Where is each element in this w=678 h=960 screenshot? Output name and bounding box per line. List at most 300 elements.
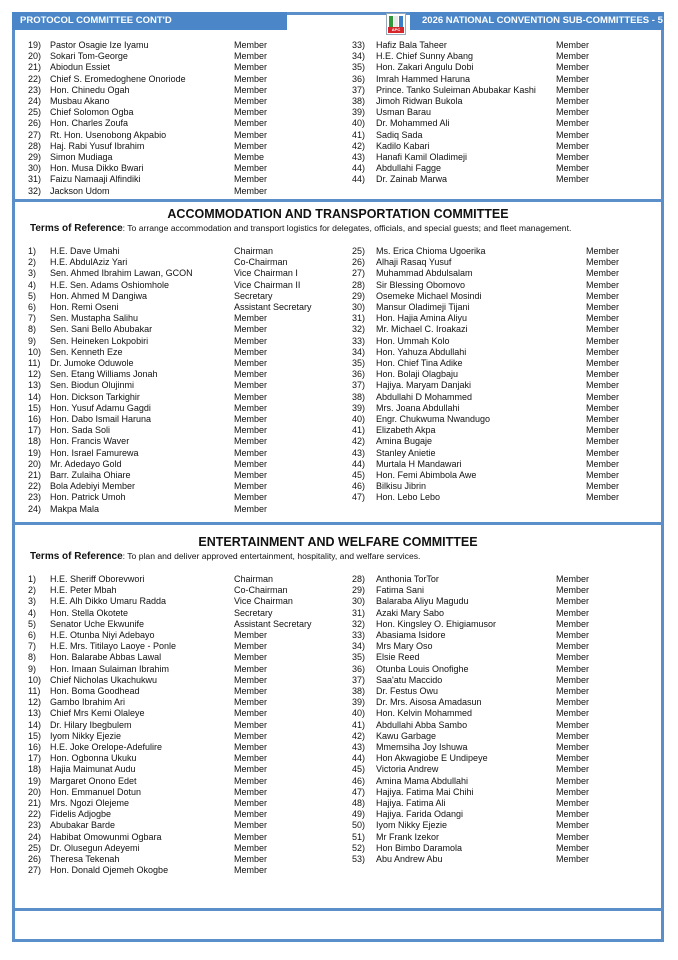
member-row xyxy=(28,619,334,630)
member-row xyxy=(352,596,636,607)
member-row xyxy=(28,186,314,197)
member-number: 31) xyxy=(352,313,366,324)
member-role: Co-Chairman xyxy=(234,585,288,596)
member-role: Member xyxy=(234,40,268,50)
member-row xyxy=(28,504,334,515)
member-name: Rt. Hon. Usenobong Akpabio xyxy=(50,129,167,140)
member-role: Member xyxy=(234,686,268,697)
member-role: Member xyxy=(586,358,620,369)
member-row xyxy=(352,324,666,335)
section-divider xyxy=(12,199,664,202)
member-name: Murtala H Mandawari xyxy=(376,458,462,469)
member-row xyxy=(352,51,636,62)
entertainment-list-left xyxy=(28,574,334,876)
member-name: Margaret Onono Edet xyxy=(50,775,137,786)
member-name: Hon. Stella Okotete xyxy=(50,607,129,618)
member-role: Membe xyxy=(234,152,265,163)
member-role: Member xyxy=(586,346,620,357)
member-name: Chief Solomon Ogba xyxy=(50,107,134,118)
member-name: Osemeke Michael Mosindi xyxy=(376,290,482,301)
member-number: 24) xyxy=(28,96,42,107)
member-number: 38) xyxy=(352,391,366,402)
member-name: Hon. Charles Zoufa xyxy=(50,118,129,129)
member-number: 47) xyxy=(352,786,366,797)
member-row xyxy=(28,675,334,686)
member-number: 44) xyxy=(352,163,366,174)
member-number: 15) xyxy=(28,730,42,741)
member-name: Saa'atu Maccido xyxy=(376,674,443,685)
member-number: 37) xyxy=(352,380,366,391)
member-row xyxy=(352,470,666,481)
member-role: Member xyxy=(234,753,268,764)
member-role: Member xyxy=(586,481,620,492)
member-number: 26) xyxy=(352,257,366,268)
member-role: Member xyxy=(234,402,268,413)
member-role: Member xyxy=(556,831,590,842)
member-number: 47) xyxy=(352,492,366,503)
member-row xyxy=(28,174,314,185)
member-row xyxy=(28,403,334,414)
member-number: 3) xyxy=(28,596,37,607)
member-row xyxy=(28,641,334,652)
member-number: 17) xyxy=(28,425,42,436)
member-row xyxy=(352,608,636,619)
member-number: 27) xyxy=(28,865,42,876)
member-number: 20) xyxy=(28,458,42,469)
member-role: Member xyxy=(234,346,268,357)
member-number: 29) xyxy=(28,152,42,163)
member-name: Hon. Boma Goodhead xyxy=(50,686,140,697)
member-name: Elsie Reed xyxy=(376,652,420,663)
member-number: 24) xyxy=(28,831,42,842)
member-number: 33) xyxy=(352,335,366,346)
member-role: Member xyxy=(556,652,590,663)
member-row xyxy=(352,425,666,436)
member-name: Hon. Donald Ojemeh Okogbe xyxy=(50,865,169,876)
member-name: Barr. Zulaiha Ohiare xyxy=(50,470,131,481)
logo-blue-stripe xyxy=(399,16,403,27)
member-name: Amina Bugaje xyxy=(376,436,433,447)
member-number: 7) xyxy=(28,641,37,652)
member-role: Member xyxy=(586,380,620,391)
member-role: Member xyxy=(556,742,590,753)
member-name: Hajiya. Fatima Ali xyxy=(376,798,446,809)
member-row xyxy=(352,369,666,380)
member-name: Sen. Mustapha Salihu xyxy=(50,313,139,324)
member-number: 24) xyxy=(28,503,42,514)
member-number: 43) xyxy=(352,447,366,458)
member-role: Member xyxy=(556,174,590,185)
member-name: Mrs. Ngozi Olejeme xyxy=(50,798,130,809)
member-row xyxy=(28,40,314,51)
member-number: 1) xyxy=(28,246,37,256)
member-name: Hon. Imaan Sulaiman Ibrahim xyxy=(50,663,170,674)
member-name: Sen. Ahmed Ibrahim Lawan, GCON xyxy=(50,268,193,279)
member-row xyxy=(28,302,334,313)
member-role: Member xyxy=(556,697,590,708)
member-name: Sir Blessing Obomovo xyxy=(376,279,466,290)
member-role: Member xyxy=(556,630,590,641)
member-name: Abdullahi Fagge xyxy=(376,163,442,174)
member-role: Member xyxy=(586,391,620,402)
member-name: Mrs Mary Oso xyxy=(376,641,433,652)
member-number: 36) xyxy=(352,369,366,380)
member-role: Member xyxy=(556,107,590,118)
member-row xyxy=(352,664,636,675)
member-role: Member xyxy=(586,436,620,447)
member-role: Member xyxy=(556,152,590,163)
member-role: Member xyxy=(556,764,590,775)
member-role: Member xyxy=(556,140,590,151)
protocol-list-left xyxy=(28,40,314,197)
member-number: 44) xyxy=(352,174,366,185)
member-role: Member xyxy=(234,697,268,708)
member-row xyxy=(28,62,314,73)
member-name: Hafiz Bala Taheer xyxy=(376,40,447,50)
member-row xyxy=(28,865,334,876)
member-row xyxy=(352,742,636,753)
member-name: Hajiya. Farida Odangi xyxy=(376,809,464,820)
member-number: 28) xyxy=(352,574,366,584)
member-name: Hon. Patrick Umoh xyxy=(50,492,126,503)
member-row xyxy=(28,664,334,675)
member-role: Member xyxy=(234,865,268,876)
member-row xyxy=(28,697,334,708)
member-name: Mansur Oladimeji Tijani xyxy=(376,302,470,313)
member-name: Otunba Louis Onofighe xyxy=(376,663,469,674)
member-number: 7) xyxy=(28,313,37,324)
member-number: 42) xyxy=(352,140,366,151)
member-role: Member xyxy=(556,674,590,685)
member-name: Hon. Yahuza Abdullahi xyxy=(376,346,467,357)
member-role: Member xyxy=(586,324,620,335)
member-row xyxy=(352,776,636,787)
member-row xyxy=(28,843,334,854)
member-row xyxy=(352,641,636,652)
member-row xyxy=(28,798,334,809)
member-role: Member xyxy=(234,798,268,809)
member-name: Senator Uche Ekwunife xyxy=(50,618,145,629)
member-row xyxy=(352,313,666,324)
tor-label: Terms of Reference xyxy=(30,551,123,562)
member-name: Engr. Chukwuma Nwandugo xyxy=(376,414,491,425)
member-name: Hon. Ahmed M Dangiwa xyxy=(50,290,148,301)
member-name: H.E. Alh Dikko Umaru Radda xyxy=(50,596,167,607)
member-name: Sen. Biodun Olujinmi xyxy=(50,380,135,391)
member-role: Member xyxy=(234,62,268,73)
member-number: 20) xyxy=(28,51,42,62)
member-number: 26) xyxy=(28,854,42,865)
member-number: 46) xyxy=(352,481,366,492)
member-number: 25) xyxy=(352,246,366,256)
member-number: 5) xyxy=(28,618,37,629)
member-number: 39) xyxy=(352,107,366,118)
member-name: Faizu Namaaji Alfindiki xyxy=(50,174,141,185)
member-name: Hon. Israel Famurewa xyxy=(50,447,139,458)
member-name: Anthonia TorTor xyxy=(376,574,439,584)
member-row xyxy=(28,492,334,503)
member-name: Hon. Remi Oseni xyxy=(50,302,119,313)
member-role: Secretary xyxy=(234,290,273,301)
member-name: Bola Adebiyi Member xyxy=(50,481,136,492)
member-row xyxy=(28,448,334,459)
member-role: Member xyxy=(234,425,268,436)
member-row xyxy=(352,268,666,279)
member-name: Sadiq Sada xyxy=(376,129,423,140)
member-row xyxy=(352,481,666,492)
header-right-title: 2026 NATIONAL CONVENTION SUB-COMMITTEES - 5 xyxy=(410,12,664,30)
member-role: Member xyxy=(234,652,268,663)
member-row xyxy=(352,152,636,163)
member-role: Member xyxy=(556,596,590,607)
member-role: Member xyxy=(586,290,620,301)
member-row xyxy=(352,246,666,257)
member-row xyxy=(28,257,334,268)
member-name: Kadilo Kabari xyxy=(376,140,430,151)
member-number: 23) xyxy=(28,492,42,503)
member-number: 30) xyxy=(352,302,366,313)
member-name: Dr. Festus Owu xyxy=(376,686,439,697)
member-number: 42) xyxy=(352,730,366,741)
member-number: 32) xyxy=(352,324,366,335)
member-number: 9) xyxy=(28,335,37,346)
member-name: Abdullahi Abba Sambo xyxy=(376,719,468,730)
member-number: 22) xyxy=(28,481,42,492)
member-name: Makpa Mala xyxy=(50,503,100,514)
member-number: 8) xyxy=(28,324,37,335)
member-name: Hajiya. Fatima Mai Chihi xyxy=(376,786,474,797)
member-name: Mr Frank Izekor xyxy=(376,831,440,842)
member-row xyxy=(352,459,666,470)
member-role: Member xyxy=(586,246,620,256)
member-number: 38) xyxy=(352,686,366,697)
member-row xyxy=(352,347,666,358)
member-row xyxy=(28,324,334,335)
member-name: Hon Akwagiobe E Undipeye xyxy=(376,753,488,764)
member-role: Member xyxy=(234,174,268,185)
member-number: 34) xyxy=(352,641,366,652)
member-role: Member xyxy=(234,129,268,140)
member-name: Mrs. Joana Abdullahi xyxy=(376,402,460,413)
member-number: 21) xyxy=(28,470,42,481)
member-role: Member xyxy=(234,775,268,786)
member-number: 41) xyxy=(352,129,366,140)
member-name: Elizabeth Akpa xyxy=(376,425,436,436)
member-number: 27) xyxy=(28,129,42,140)
member-row xyxy=(28,392,334,403)
member-role: Member xyxy=(234,663,268,674)
member-number: 25) xyxy=(28,842,42,853)
member-row xyxy=(352,280,666,291)
member-role: Member xyxy=(234,831,268,842)
member-role: Assistant Secretary xyxy=(234,302,312,313)
member-role: Member xyxy=(586,425,620,436)
member-name: Fatima Sani xyxy=(376,585,425,596)
member-role: Member xyxy=(234,630,268,641)
member-name: Sokari Tom-George xyxy=(50,51,128,62)
member-number: 34) xyxy=(352,346,366,357)
member-number: 16) xyxy=(28,742,42,753)
member-row xyxy=(352,731,636,742)
member-role: Member xyxy=(586,335,620,346)
member-row xyxy=(28,809,334,820)
member-row xyxy=(352,492,666,503)
member-role: Member xyxy=(234,369,268,380)
member-number: 46) xyxy=(352,775,366,786)
member-role: Member xyxy=(556,96,590,107)
member-row xyxy=(28,652,334,663)
member-role: Member xyxy=(234,358,268,369)
member-row xyxy=(28,118,314,129)
member-row xyxy=(28,51,314,62)
member-number: 27) xyxy=(352,268,366,279)
member-row xyxy=(352,358,666,369)
member-role: Member xyxy=(556,163,590,174)
member-name: Jackson Udom xyxy=(50,185,110,196)
member-role: Member xyxy=(234,140,268,151)
member-role: Member xyxy=(234,380,268,391)
member-name: Hon. Femi Abimbola Awe xyxy=(376,470,477,481)
member-number: 33) xyxy=(352,630,366,641)
member-name: Hon. Chief Tina Adike xyxy=(376,358,463,369)
member-number: 19) xyxy=(28,40,42,50)
member-role: Vice Chairman I xyxy=(234,268,298,279)
member-role: Member xyxy=(234,842,268,853)
member-number: 28) xyxy=(352,279,366,290)
member-row xyxy=(28,141,314,152)
accommodation-list-right xyxy=(352,246,666,504)
member-number: 38) xyxy=(352,96,366,107)
member-number: 49) xyxy=(352,809,366,820)
member-number: 45) xyxy=(352,764,366,775)
member-name: Hon. Balarabe Abbas Lawal xyxy=(50,652,162,663)
member-name: H.E. Joke Orelope-Adefulire xyxy=(50,742,163,753)
member-name: H.E. Peter Mbah xyxy=(50,585,117,596)
member-row xyxy=(352,854,636,865)
member-role: Member xyxy=(586,458,620,469)
member-row xyxy=(28,854,334,865)
member-number: 10) xyxy=(28,346,42,357)
tor-text: : To arrange accommodation and transport logistics for delegates, officials, and special guests; and fleet management. xyxy=(122,223,572,233)
member-number: 39) xyxy=(352,402,366,413)
member-name: Muhammad Abdulsalam xyxy=(376,268,473,279)
tor-text: : To plan and deliver approved entertainment, hospitality, and welfare services. xyxy=(122,551,421,561)
member-role: Member xyxy=(234,820,268,831)
member-role: Member xyxy=(234,481,268,492)
member-name: Theresa Tekenah xyxy=(50,854,120,865)
member-name: Abasiama Isidore xyxy=(376,630,446,641)
tor-label: Terms of Reference xyxy=(30,223,123,234)
member-row xyxy=(352,585,636,596)
member-name: Sen. Sani Bello Abubakar xyxy=(50,324,153,335)
member-number: 40) xyxy=(352,708,366,719)
member-number: 44) xyxy=(352,458,366,469)
member-name: Abdullahi D Mohammed xyxy=(376,391,473,402)
member-number: 41) xyxy=(352,719,366,730)
member-row xyxy=(352,118,636,129)
member-name: Victoria Andrew xyxy=(376,764,439,775)
member-name: Hon. Yusuf Adamu Gagdi xyxy=(50,402,151,413)
member-number: 40) xyxy=(352,118,366,129)
member-name: H.E. Sheriff Oborevwori xyxy=(50,574,145,584)
entertainment-committee-title: ENTERTAINMENT AND WELFARE COMMITTEE xyxy=(198,535,478,549)
member-name: Hon. Musa Dikko Bwari xyxy=(50,163,144,174)
member-row xyxy=(352,62,636,73)
member-role: Secretary xyxy=(234,607,273,618)
member-role: Member xyxy=(234,708,268,719)
member-row xyxy=(28,764,334,775)
member-role: Member xyxy=(556,118,590,129)
member-name: Haj. Rabi Yusuf Ibrahim xyxy=(50,140,145,151)
member-row xyxy=(352,832,636,843)
member-row xyxy=(352,257,666,268)
member-role: Member xyxy=(556,574,590,584)
member-role: Member xyxy=(556,40,590,50)
member-name: Dr. Mohammed Ali xyxy=(376,118,450,129)
member-number: 14) xyxy=(28,719,42,730)
member-number: 51) xyxy=(352,831,366,842)
member-role: Member xyxy=(234,742,268,753)
member-number: 36) xyxy=(352,663,366,674)
member-row xyxy=(352,686,636,697)
member-role: Member xyxy=(234,51,268,62)
member-number: 6) xyxy=(28,302,37,313)
member-number: 29) xyxy=(352,290,366,301)
member-row xyxy=(352,652,636,663)
member-row xyxy=(28,630,334,641)
member-name: Hon. Ummah Kolo xyxy=(376,335,450,346)
member-number: 21) xyxy=(28,798,42,809)
apc-logo xyxy=(386,13,406,35)
member-row xyxy=(28,481,334,492)
member-number: 37) xyxy=(352,674,366,685)
member-role: Member xyxy=(556,663,590,674)
member-role: Chairman xyxy=(234,574,274,584)
member-row xyxy=(352,141,636,152)
member-row xyxy=(28,708,334,719)
member-number: 50) xyxy=(352,820,366,831)
member-row xyxy=(352,40,636,51)
member-name: Chief Nicholas Ukachukwu xyxy=(50,674,158,685)
member-number: 21) xyxy=(28,62,42,73)
member-number: 35) xyxy=(352,358,366,369)
member-row xyxy=(28,163,314,174)
member-number: 40) xyxy=(352,414,366,425)
member-number: 1) xyxy=(28,574,37,584)
member-number: 42) xyxy=(352,436,366,447)
member-role: Member xyxy=(556,84,590,95)
member-name: Sen. Kenneth Eze xyxy=(50,346,123,357)
member-role: Member xyxy=(234,809,268,820)
member-row xyxy=(28,425,334,436)
member-name: Mmemsiha Joy Ishuwa xyxy=(376,742,468,753)
member-role: Chairman xyxy=(234,246,274,256)
member-number: 31) xyxy=(28,174,42,185)
member-row xyxy=(352,619,636,630)
member-row xyxy=(352,403,666,414)
member-row xyxy=(352,336,666,347)
member-row xyxy=(352,107,636,118)
member-row xyxy=(352,798,636,809)
member-row xyxy=(28,107,314,118)
member-role: Member xyxy=(556,585,590,596)
member-role: Member xyxy=(234,492,268,503)
member-name: Chief S. Eromedoghene Onoriode xyxy=(50,73,186,84)
logo-text: APC xyxy=(388,27,404,33)
member-row xyxy=(352,174,636,185)
member-role: Member xyxy=(586,369,620,380)
protocol-list-right xyxy=(352,40,636,186)
